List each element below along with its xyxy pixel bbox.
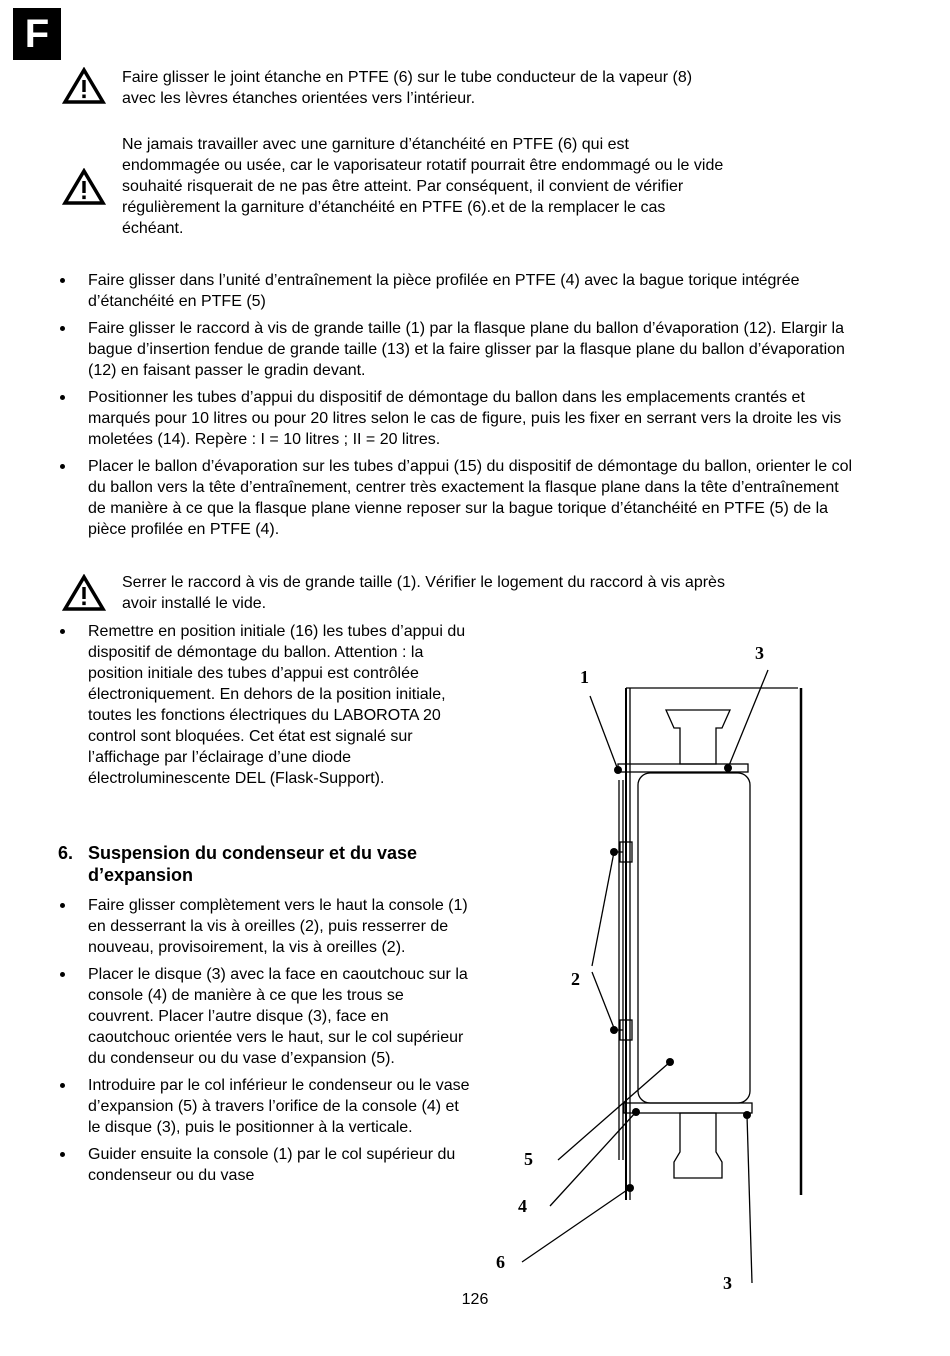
callout-label: 5 bbox=[524, 1149, 533, 1169]
section-heading bbox=[58, 842, 478, 886]
warning-line: Serrer le raccord à vis de grande taille (1). Vérifier le logement du raccord à vis après bbox=[122, 574, 725, 591]
list-item: Faire glisser dans l’unité d’entraînement la pièce profilée en PTFE (4) avec la bague torique intégrée d’étanchéité en PTFE (5) bbox=[58, 270, 858, 312]
list-item: Positionner les tubes d’appui du dispositif de démontage du ballon dans les emplacements crantés et marqués pour 10 litres ou pour 20 litres selon le cas de figure, puis les fixer en serrant vers la droite les vis moletées (14). Repère : I = 10 litres ; II = 20 litres. bbox=[58, 387, 858, 450]
section-title: Suspension du condenseur et du vase d’expansion bbox=[88, 843, 418, 885]
warning-triangle-icon bbox=[62, 168, 106, 206]
callout-label: 6 bbox=[496, 1252, 505, 1272]
callout-label: 3 bbox=[723, 1273, 732, 1293]
instruction-list bbox=[58, 270, 858, 546]
callout-label: 1 bbox=[580, 667, 589, 687]
page-number: 126 bbox=[461, 1291, 489, 1308]
warning-line: avec les lèvres étanches orientées vers l’intérieur. bbox=[122, 90, 476, 107]
list-item: Remettre en position initiale (16) les tubes d’appui du dispositif de démontage du ballon. Attention : la position initiale des tubes d’appui est contrôlée électroniquement. En dehors de la position initiale, toutes les fonctions électriques du LABOROTA 20 control sont bloquées. Cet état est signalé sur l’affichage par l’éclairage d’une diode électroluminescente DEL (Flask-Support). bbox=[58, 621, 470, 789]
warning-text bbox=[122, 134, 842, 239]
list-item: Placer le ballon d’évaporation sur les tubes d’appui (15) du dispositif de démontage du ballon, orienter le col du ballon vers la tête d’entraînement, centrer très exactement la flasque plane dans la tête d’entraînement de manière à ce que la flasque plane vienne reposer sur la bague torique d’étanchéité en PTFE (5) de la pièce profilée en PTFE (4). bbox=[58, 456, 858, 540]
callout-label: 2 bbox=[571, 969, 580, 989]
list-item: Placer le disque (3) avec la face en caoutchouc sur la console (4) de manière à ce que les trous se couvrent. Placer l’autre disque (3), face en caoutchouc orientée vers le haut, sur le col supérieur du condenseur ou du vase d’expansion (5). bbox=[58, 964, 470, 1069]
condenser-drawing bbox=[480, 640, 820, 1300]
section-number: 6. bbox=[58, 843, 74, 863]
warning-text bbox=[122, 572, 842, 614]
warning-triangle-icon bbox=[62, 67, 106, 105]
list-item: Introduire par le col inférieur le condenseur ou le vase d’expansion (5) à travers l’orifice de la console (4) et le disque (3), puis le positionner à la verticale. bbox=[58, 1075, 470, 1138]
warning-text bbox=[122, 67, 842, 109]
warning-line: endommagée ou usée, car le vaporisateur rotatif pourrait être endommagé ou le vide bbox=[122, 157, 724, 174]
callout-label: 4 bbox=[518, 1196, 527, 1216]
instruction-list bbox=[58, 895, 470, 1192]
list-item: Guider ensuite la console (1) par le col supérieur du condenseur ou du vase bbox=[58, 1144, 470, 1186]
condenser-suspension-figure bbox=[480, 640, 820, 1300]
warning-line: régulièrement la garniture d’étanchéité en PTFE (6).et de la remplacer le cas bbox=[122, 199, 666, 216]
warning-line: souhaité risquerait de ne pas être atteint. Par conséquent, il convient de vérifier bbox=[122, 178, 684, 195]
warning-line: Ne jamais travailler avec une garniture d’étanchéité en PTFE (6) qui est bbox=[122, 136, 629, 153]
language-tab: F bbox=[13, 8, 61, 60]
warning-line: Faire glisser le joint étanche en PTFE (6) sur le tube conducteur de la vapeur (8) bbox=[122, 69, 693, 86]
warning-line: échéant. bbox=[122, 220, 184, 237]
callout-label: 3 bbox=[755, 643, 764, 663]
instruction-list bbox=[58, 621, 470, 795]
list-item: Faire glisser le raccord à vis de grande taille (1) par la flasque plane du ballon d’évaporation (12). Elargir la bague d’insertion fendue de grande taille (13) et la faire glisser par la flasque plane du ballon d’évaporation (12) en faisant passer le gradin devant. bbox=[58, 318, 858, 381]
warning-line: avoir installé le vide. bbox=[122, 595, 267, 612]
list-item: Faire glisser complètement vers le haut la console (1) en desserrant la vis à oreilles (2), puis resserrer de nouveau, provisoirement, la vis à oreilles (2). bbox=[58, 895, 470, 958]
warning-triangle-icon bbox=[62, 574, 106, 612]
